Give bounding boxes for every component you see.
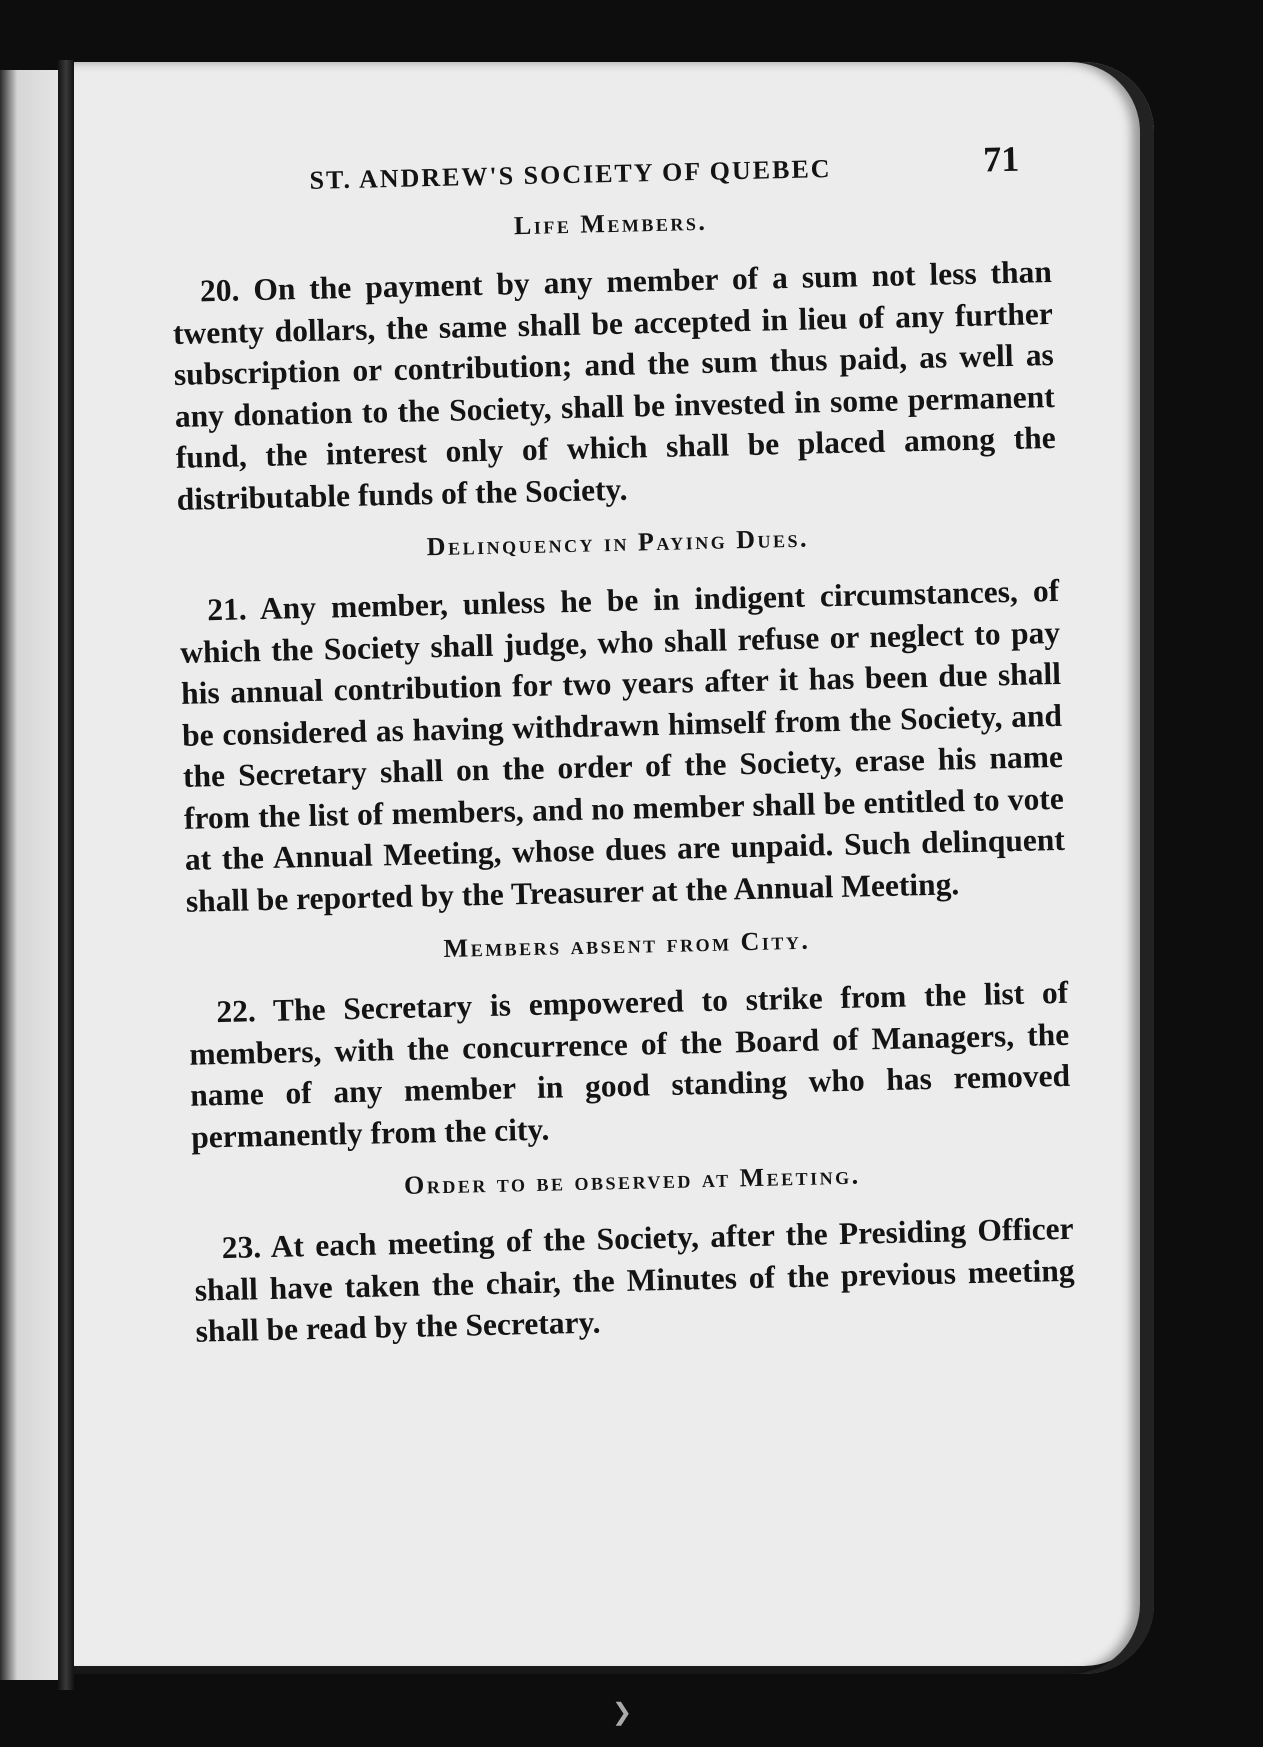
running-title: ST. ANDREW'S SOCIETY OF QUEBEC <box>309 153 832 195</box>
paragraph-23: 23. At each meeting of the Society, after the Presiding Officer shall have taken the chair, the Minutes of the previous meeting shall be read by the Secretary. <box>194 1210 1075 1349</box>
section-heading-delinquency: Delinquency in Paying Dues. <box>426 523 810 562</box>
page-marker-glyph: ❯ <box>612 1700 633 1726</box>
book-spine <box>58 60 74 1690</box>
section-heading-life-members: Life Members. <box>513 206 708 241</box>
book-page <box>74 62 1154 1674</box>
page-content <box>169 137 1076 1352</box>
paragraph-21: 21. Any member, unless he be in indigent circumstances, of which the Society shall judge, who shall refuse or neglect to pay his annual contribution for two years after it has been due shall be considered as having withdrawn himself from the Society, and the Secretary shall on the order of the Society, erase his name from the list of members, and no member shall be entitled to vote at the Annual Meeting, whose dues are unpaid. Such delinquent shall be reported by the Treasurer at the Annual Meeting. <box>179 572 1066 919</box>
section-heading-order-of-meeting: Order to be observed at Meeting. <box>403 1160 861 1200</box>
paragraph-22: 22. The Secretary is empowered to strike from the list of members, with the concurrence of the Board of Managers, the name of any member in good standing who has removed permanently from the city. <box>188 974 1071 1155</box>
paragraph-20: 20. On the payment by any member of a sum not less than twenty dollars, the same shall be accepted in lieu of any further subscription or contribution; and the sum thus paid, as well as any donation to the Society, shall be invested in some permanent fund, the interest only of which shall be placed among the distributable funds of the Society. <box>172 254 1056 517</box>
page-number: 71 <box>982 138 1020 180</box>
section-heading-members-absent: Members absent from City. <box>443 925 811 963</box>
facing-page-edge <box>0 70 58 1680</box>
